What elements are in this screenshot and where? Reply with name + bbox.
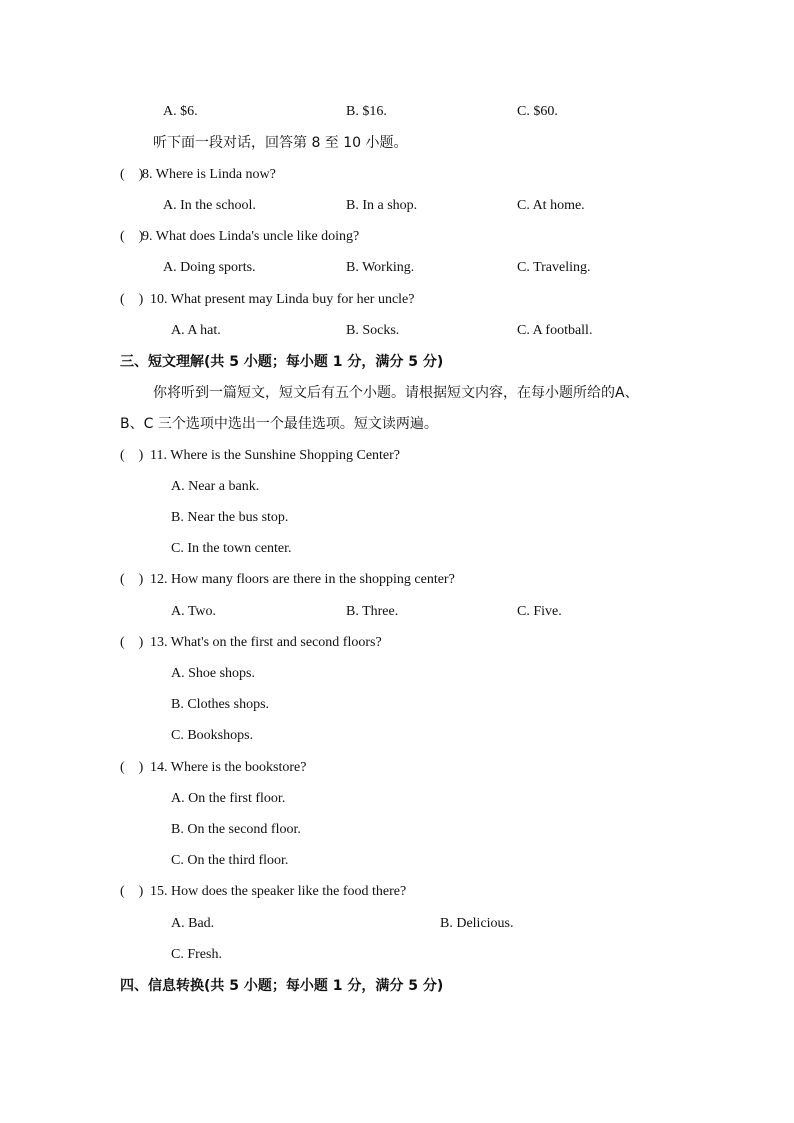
question-8 bbox=[120, 165, 276, 185]
answer-blank[interactable]: ( ) bbox=[120, 635, 144, 650]
question-12 bbox=[120, 570, 455, 590]
q10-option-c: C. A football. bbox=[517, 323, 593, 338]
q11-option-a: A. Near a bank. bbox=[171, 479, 260, 494]
section-4-heading: 四、信息转换(共 5 小题；每小题 1 分，满分 5 分) bbox=[120, 978, 444, 994]
section-3-heading: 三、短文理解(共 5 小题；每小题 1 分，满分 5 分) bbox=[120, 354, 444, 370]
q11-option-c: C. In the town center. bbox=[171, 541, 292, 556]
q15-option-a: A. Bad. bbox=[171, 916, 215, 931]
section-3-instruction-line1: 你将听到一篇短文，短文后有五个小题。请根据短文内容，在每小题所给的A、 bbox=[153, 385, 639, 401]
question-15-text: 15. How does the speaker like the food there? bbox=[150, 884, 407, 899]
q13-option-c: C. Bookshops. bbox=[171, 728, 254, 743]
instruction-8-10: 听下面一段对话，回答第 8 至 10 小题。 bbox=[153, 135, 408, 151]
answer-blank[interactable]: ( ) bbox=[120, 760, 144, 775]
q7-option-c: C. $60. bbox=[517, 104, 558, 119]
section-3-instruction-line2: B、C 三个选项中选出一个最佳选项。短文读两遍。 bbox=[120, 416, 438, 432]
answer-blank[interactable]: ( ) bbox=[120, 229, 144, 244]
question-14 bbox=[120, 758, 306, 778]
q10-option-a: A. A hat. bbox=[171, 323, 221, 338]
answer-blank[interactable]: ( ) bbox=[120, 884, 144, 899]
question-12-text: 12. How many floors are there in the shopping center? bbox=[150, 572, 455, 587]
answer-blank[interactable]: ( ) bbox=[120, 572, 144, 587]
q15-option-b: B. Delicious. bbox=[440, 916, 514, 931]
q8-option-c: C. At home. bbox=[517, 198, 585, 213]
q12-option-b: B. Three. bbox=[346, 604, 399, 619]
q9-option-c: C. Traveling. bbox=[517, 260, 591, 275]
question-8-text: 8. Where is Linda now? bbox=[142, 167, 276, 182]
question-14-text: 14. Where is the bookstore? bbox=[150, 760, 307, 775]
q8-option-b: B. In a shop. bbox=[346, 198, 418, 213]
question-10-text: 10. What present may Linda buy for her uncle? bbox=[150, 292, 415, 307]
question-10 bbox=[120, 290, 414, 310]
question-11 bbox=[120, 446, 400, 466]
q14-option-c: C. On the third floor. bbox=[171, 853, 289, 868]
answer-blank[interactable]: ( ) bbox=[120, 292, 144, 307]
q13-option-a: A. Shoe shops. bbox=[171, 666, 256, 681]
q7-option-a: A. $6. bbox=[163, 104, 198, 119]
q12-option-a: A. Two. bbox=[171, 604, 217, 619]
question-15 bbox=[120, 882, 406, 902]
question-9-text: 9. What does Linda's uncle like doing? bbox=[142, 229, 360, 244]
q13-option-b: B. Clothes shops. bbox=[171, 697, 270, 712]
q7-option-b: B. $16. bbox=[346, 104, 387, 119]
q12-option-c: C. Five. bbox=[517, 604, 562, 619]
question-13-text: 13. What's on the first and second floors? bbox=[150, 635, 382, 650]
q15-option-c: C. Fresh. bbox=[171, 947, 222, 962]
question-13 bbox=[120, 633, 382, 653]
q14-option-a: A. On the first floor. bbox=[171, 791, 286, 806]
q14-option-b: B. On the second floor. bbox=[171, 822, 301, 837]
q11-option-b: B. Near the bus stop. bbox=[171, 510, 289, 525]
answer-blank[interactable]: ( ) bbox=[120, 167, 144, 182]
question-9 bbox=[120, 227, 359, 247]
q8-option-a: A. In the school. bbox=[163, 198, 256, 213]
answer-blank[interactable]: ( ) bbox=[120, 448, 144, 463]
q9-option-b: B. Working. bbox=[346, 260, 415, 275]
q9-option-a: A. Doing sports. bbox=[163, 260, 256, 275]
question-11-text: 11. Where is the Sunshine Shopping Center? bbox=[150, 448, 401, 463]
q10-option-b: B. Socks. bbox=[346, 323, 400, 338]
